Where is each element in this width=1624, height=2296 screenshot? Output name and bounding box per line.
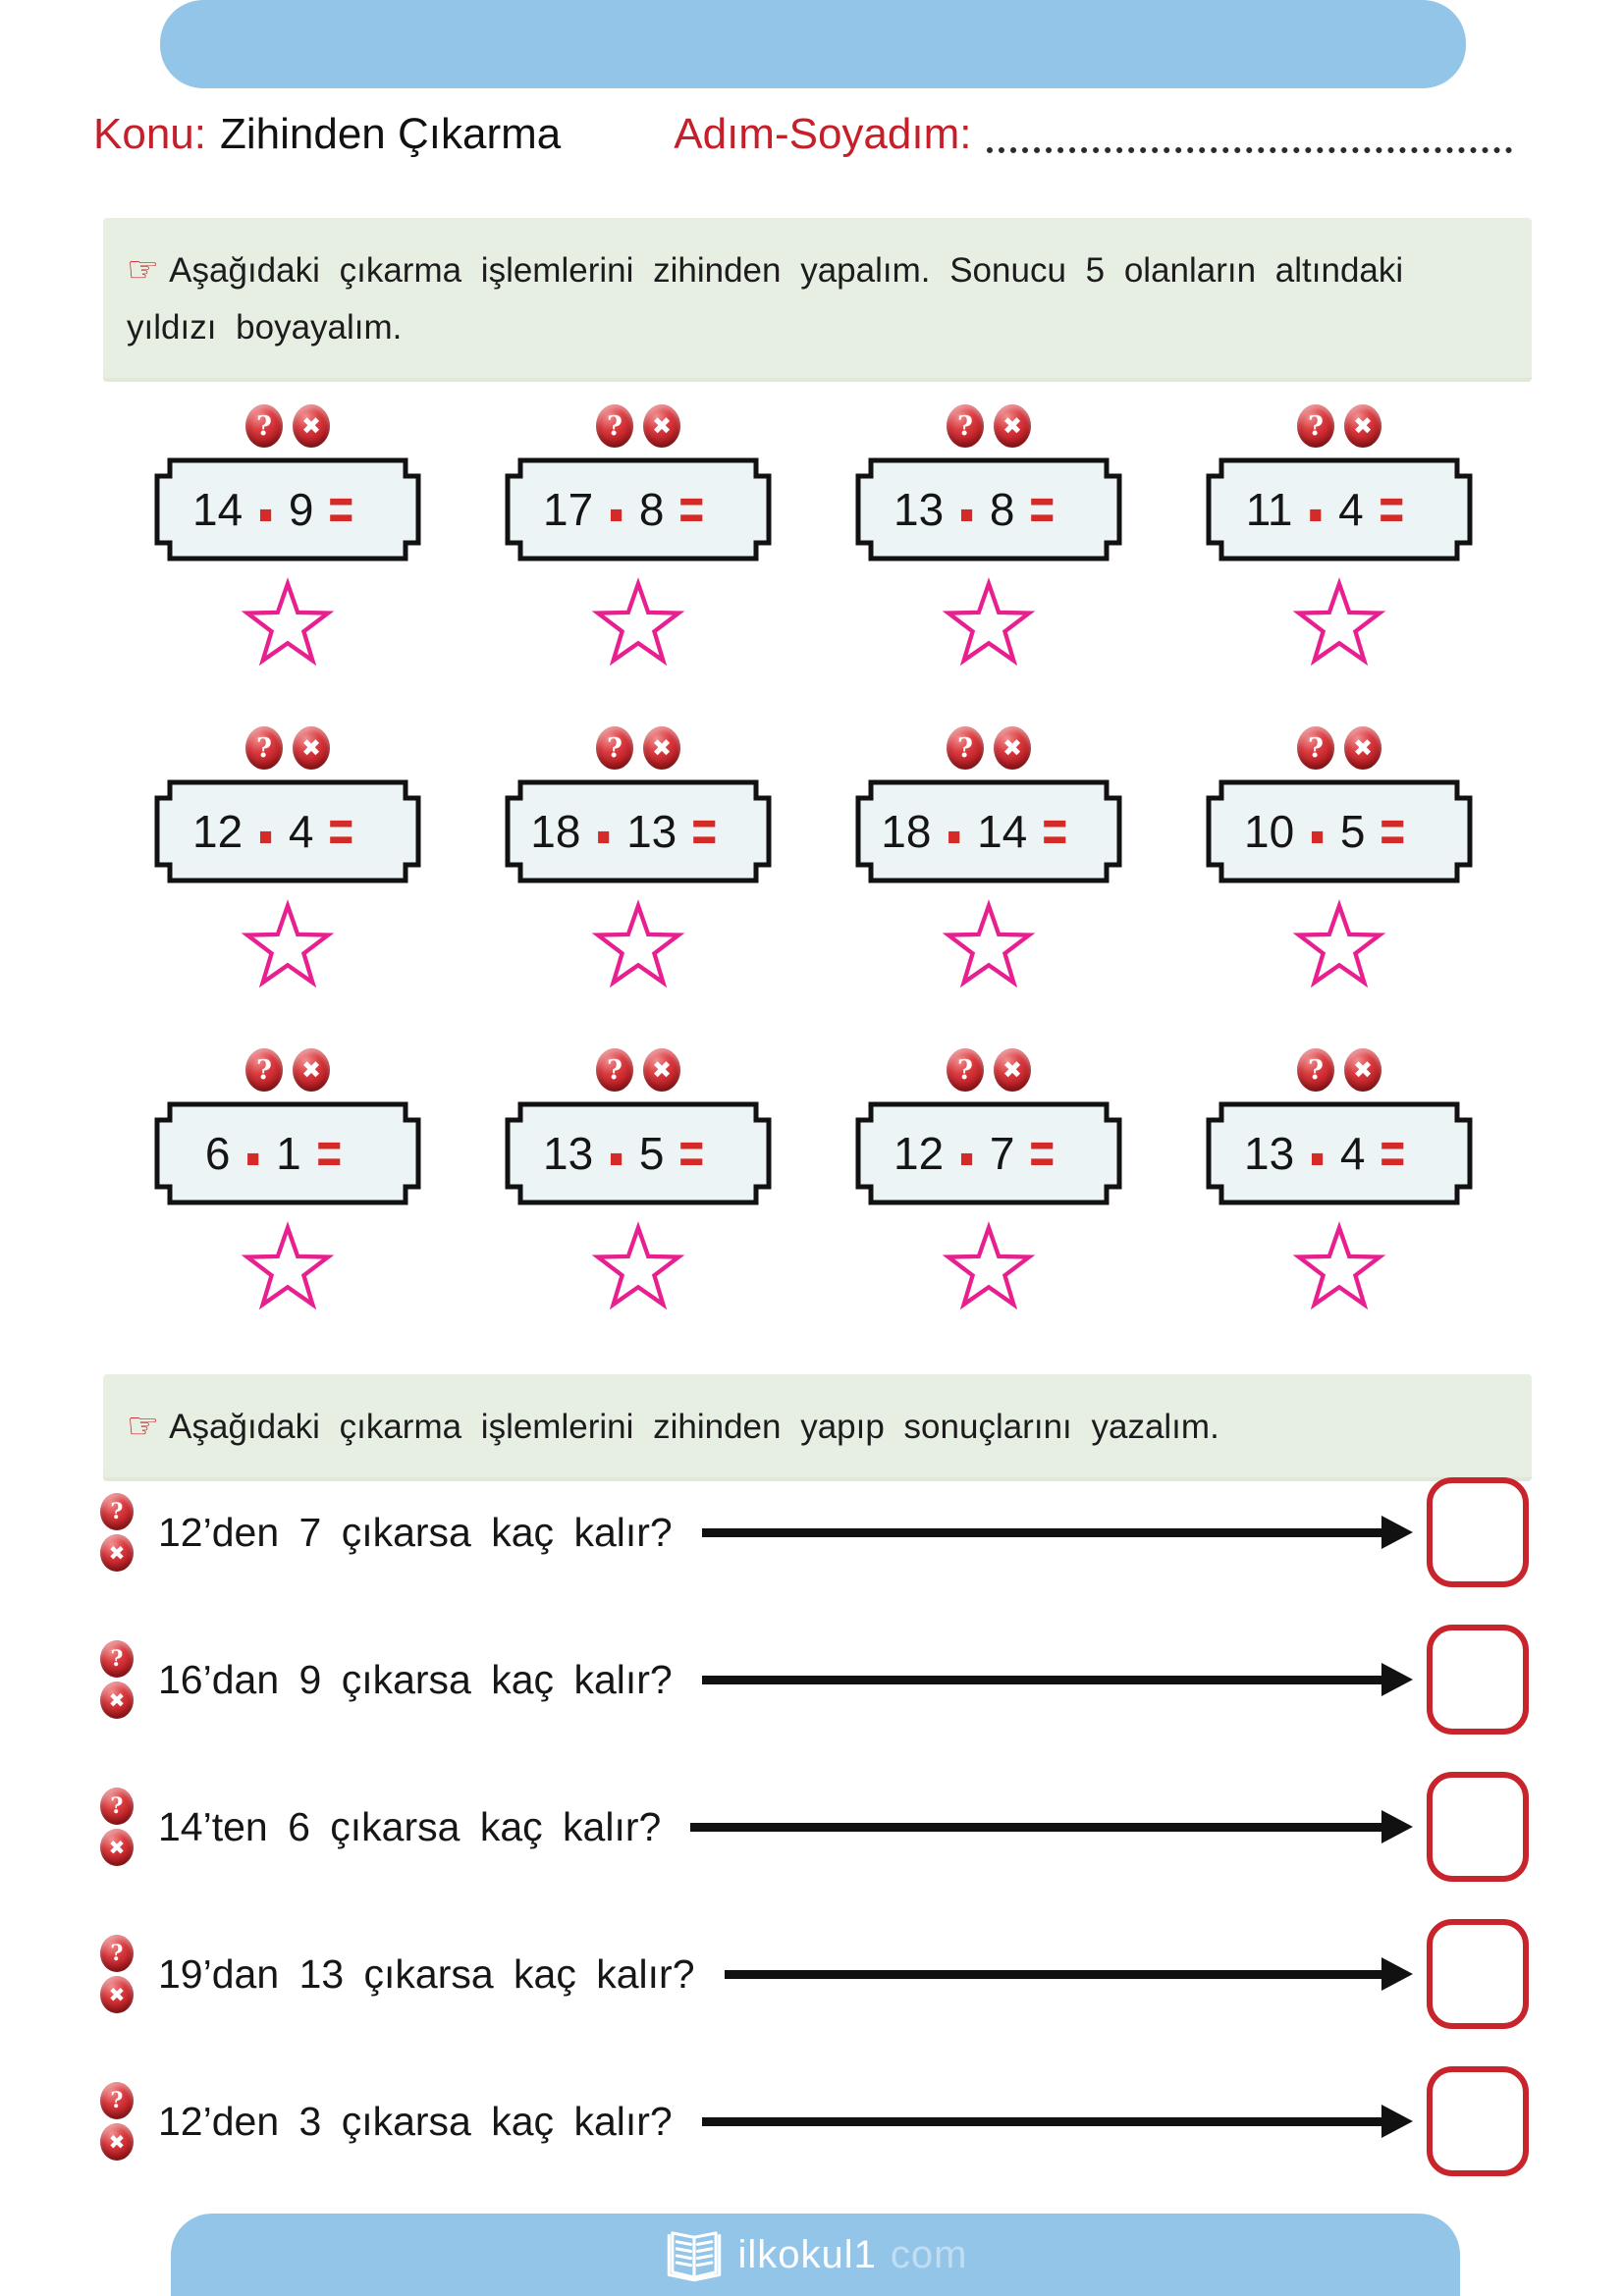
equation: [154, 453, 421, 564]
minus-sign: -: [1310, 774, 1325, 886]
minuend: 10: [1244, 806, 1295, 857]
minuend: 11: [1245, 484, 1293, 535]
equation-box[interactable]: [1206, 774, 1473, 886]
problem-badges: [245, 1048, 330, 1092]
question-icon: ?: [596, 726, 633, 770]
subtraction-problem: [154, 726, 421, 993]
instruction-1-text: Aşağıdaki çıkarma işlemlerini zihinden yapalım. Sonucu 5 olanların altındaki yıldızı boyayalım.: [127, 251, 1404, 347]
subtrahend: 8: [638, 484, 665, 535]
equation-box[interactable]: [855, 453, 1122, 564]
arrow-right-icon: [690, 1823, 1383, 1832]
minuend: 13: [893, 484, 945, 535]
equation-box[interactable]: [855, 1096, 1122, 1208]
star-outline[interactable]: [241, 899, 335, 993]
subtraction-problem: [154, 1048, 421, 1315]
minus-sign: -: [1310, 1096, 1325, 1208]
cross-icon: ✖: [293, 726, 330, 770]
problem-badges: [947, 404, 1031, 448]
question-icon: ?: [1297, 404, 1334, 448]
problem-badges: [596, 726, 680, 770]
answer-box[interactable]: [1427, 1919, 1529, 2029]
problem-badges: [1297, 1048, 1381, 1092]
pointing-hand-icon: ☞: [127, 248, 160, 291]
name-label: Adım-Soyadım:: [674, 110, 972, 158]
cross-icon: ✖: [994, 404, 1031, 448]
cross-icon: ✖: [643, 404, 680, 448]
cross-icon: ✖: [293, 1048, 330, 1092]
equation: [855, 1096, 1122, 1208]
cross-icon: ✖: [100, 1976, 134, 2013]
subtrahend: 5: [638, 1128, 665, 1179]
question-icon: ?: [100, 2082, 134, 2119]
question-icon: ?: [100, 1640, 134, 1678]
equation: [505, 1096, 772, 1208]
subtraction-problem: [505, 1048, 772, 1315]
problem-badges: [947, 1048, 1031, 1092]
subtraction-problem: [505, 404, 772, 671]
minuend: 18: [530, 806, 581, 857]
equation-box[interactable]: [1206, 1096, 1473, 1208]
topic-title: Zihinden Çıkarma: [219, 110, 562, 158]
minuend: 14: [192, 484, 244, 535]
subtrahend: 5: [1339, 806, 1366, 857]
arrow-right-icon: [725, 1970, 1384, 1979]
open-book-icon: [664, 2227, 725, 2282]
subtrahend: 4: [288, 806, 314, 857]
equation-box[interactable]: [154, 453, 421, 564]
problem-badges: [245, 726, 330, 770]
equation-box[interactable]: [505, 1096, 772, 1208]
instruction-2-text: Aşağıdaki çıkarma işlemlerini zihinden yapıp sonuçlarını yazalım.: [169, 1408, 1219, 1446]
brand-suffix-text: com: [890, 2232, 968, 2276]
equation-box[interactable]: [855, 774, 1122, 886]
cross-icon: ✖: [994, 1048, 1031, 1092]
equals-sign: =: [328, 475, 354, 543]
problem-badges: [1297, 404, 1381, 448]
star-outline[interactable]: [591, 1221, 685, 1315]
equals-sign: =: [1379, 475, 1404, 543]
subtraction-problem: [1206, 1048, 1473, 1315]
subtrahend: 7: [989, 1128, 1015, 1179]
equation: [505, 453, 772, 564]
equation-box[interactable]: [154, 774, 421, 886]
brand-text: ilkokul1: [737, 2232, 877, 2276]
question-badges: [93, 1935, 140, 2013]
answer-box[interactable]: [1427, 1772, 1529, 1882]
minus-sign: -: [609, 1096, 623, 1208]
equation: [855, 774, 1122, 886]
cross-icon: ✖: [100, 2123, 134, 2161]
equals-sign: =: [316, 1119, 342, 1187]
cross-icon: ✖: [1344, 404, 1381, 448]
name-field-group: [674, 108, 1512, 159]
minus-sign: -: [947, 774, 962, 886]
subtraction-problem: [154, 404, 421, 671]
minus-sign: -: [609, 453, 623, 564]
problem-badges: [596, 1048, 680, 1092]
star-outline[interactable]: [591, 899, 685, 993]
subtrahend: 8: [989, 484, 1015, 535]
question-text: 12’den 3 çıkarsa kaç kalır?: [158, 2098, 673, 2144]
cross-icon: ✖: [1344, 726, 1381, 770]
subtraction-problem: [855, 726, 1122, 993]
star-outline[interactable]: [942, 899, 1036, 993]
minus-sign: -: [258, 774, 273, 886]
equation: [154, 1096, 421, 1208]
question-icon: ?: [947, 1048, 984, 1092]
star-outline[interactable]: [241, 577, 335, 671]
problem-badges: [596, 404, 680, 448]
minus-sign: -: [959, 453, 974, 564]
star-outline[interactable]: [241, 1221, 335, 1315]
subtrahend: 9: [288, 484, 314, 535]
equals-sign: =: [678, 475, 705, 543]
arrow-right-icon: [702, 1528, 1383, 1537]
minuend: 13: [1244, 1128, 1295, 1179]
equals-sign: =: [1029, 1119, 1056, 1187]
equals-sign: =: [1380, 797, 1406, 865]
question-icon: ?: [245, 1048, 283, 1092]
subtrahend: 13: [626, 806, 677, 857]
subtraction-problem: [505, 726, 772, 993]
question-icon: ?: [1297, 1048, 1334, 1092]
pointing-hand-icon: ☞: [127, 1405, 160, 1447]
minus-sign: -: [245, 1096, 261, 1208]
question-row: [93, 2063, 1529, 2179]
question-row: [93, 1474, 1529, 1590]
equation: [855, 453, 1122, 564]
minuend: 13: [543, 1128, 594, 1179]
question-icon: ?: [100, 1493, 134, 1530]
equation: [154, 774, 421, 886]
arrow-right-icon: [702, 2117, 1383, 2126]
question-icon: ?: [947, 404, 984, 448]
question-text: 12’den 7 çıkarsa kaç kalır?: [158, 1509, 673, 1555]
topic-label: Konu:: [93, 110, 206, 158]
equation: [1206, 453, 1473, 564]
problems-grid: [154, 404, 1474, 1315]
minuend: 12: [192, 806, 244, 857]
cross-icon: ✖: [100, 1534, 134, 1572]
equation-box[interactable]: [505, 774, 772, 886]
cross-icon: ✖: [994, 726, 1031, 770]
equation-box[interactable]: [1206, 453, 1473, 564]
cross-icon: ✖: [100, 1682, 134, 1719]
question-badges: [93, 2082, 140, 2161]
question-text: 19’dan 13 çıkarsa kaç kalır?: [158, 1950, 695, 1997]
star-outline[interactable]: [1292, 577, 1386, 671]
cross-icon: ✖: [100, 1829, 134, 1866]
equals-sign: =: [1380, 1119, 1406, 1187]
instruction-1: [103, 218, 1532, 378]
minuend: 18: [881, 806, 932, 857]
equation: [505, 774, 772, 886]
problem-badges: [947, 726, 1031, 770]
equals-sign: =: [1029, 475, 1056, 543]
instruction-2: [103, 1374, 1532, 1477]
minus-sign: -: [596, 774, 612, 886]
star-outline[interactable]: [942, 577, 1036, 671]
star-outline[interactable]: [1292, 1221, 1386, 1315]
equals-sign: =: [678, 1119, 705, 1187]
equals-sign: =: [1042, 797, 1068, 865]
question-icon: ?: [947, 726, 984, 770]
minuend: 6: [204, 1128, 231, 1179]
answer-box[interactable]: [1427, 2066, 1529, 2176]
minuend: 17: [543, 484, 594, 535]
cross-icon: ✖: [293, 404, 330, 448]
subtraction-problem: [1206, 404, 1473, 671]
question-icon: ?: [245, 726, 283, 770]
question-text: 14’ten 6 çıkarsa kaç kalır?: [158, 1803, 662, 1849]
problem-badges: [245, 404, 330, 448]
minus-sign: -: [258, 453, 273, 564]
subtraction-problem: [1206, 726, 1473, 993]
problem-badges: [1297, 726, 1381, 770]
star-outline[interactable]: [942, 1221, 1036, 1315]
question-icon: ?: [100, 1788, 134, 1825]
subtrahend: 14: [977, 806, 1028, 857]
answer-box[interactable]: [1427, 1625, 1529, 1735]
question-row: [93, 1622, 1529, 1737]
question-badges: [93, 1493, 140, 1572]
star-outline[interactable]: [1292, 899, 1386, 993]
equation: [1206, 1096, 1473, 1208]
subtrahend: 4: [1339, 1128, 1366, 1179]
question-icon: ?: [245, 404, 283, 448]
equation: [1206, 774, 1473, 886]
question-row: [93, 1916, 1529, 2032]
arrow-right-icon: [702, 1676, 1383, 1684]
equation-box[interactable]: [505, 453, 772, 564]
question-badges: [93, 1788, 140, 1866]
equation-box[interactable]: [154, 1096, 421, 1208]
question-icon: ?: [1297, 726, 1334, 770]
equals-sign: =: [691, 797, 718, 865]
question-row: [93, 1769, 1529, 1885]
footer: [171, 2214, 1460, 2296]
minus-sign: -: [1308, 453, 1324, 564]
minuend: 12: [893, 1128, 945, 1179]
question-icon: ?: [100, 1935, 134, 1972]
cross-icon: ✖: [643, 1048, 680, 1092]
top-decor-bar: [160, 0, 1466, 88]
question-list: [93, 1474, 1529, 2211]
question-icon: ?: [596, 404, 633, 448]
subtrahend: 4: [1338, 484, 1364, 535]
subtraction-problem: [855, 404, 1122, 671]
question-icon: ?: [596, 1048, 633, 1092]
subtrahend: 1: [276, 1128, 301, 1179]
cross-icon: ✖: [1344, 1048, 1381, 1092]
question-text: 16’dan 9 çıkarsa kaç kalır?: [158, 1656, 673, 1702]
name-dotted-line[interactable]: [987, 108, 1512, 153]
equals-sign: =: [328, 797, 354, 865]
header: [93, 108, 1512, 159]
subtraction-problem: [855, 1048, 1122, 1315]
question-badges: [93, 1640, 140, 1719]
minus-sign: -: [959, 1096, 974, 1208]
answer-box[interactable]: [1427, 1477, 1529, 1587]
cross-icon: ✖: [643, 726, 680, 770]
star-outline[interactable]: [591, 577, 685, 671]
